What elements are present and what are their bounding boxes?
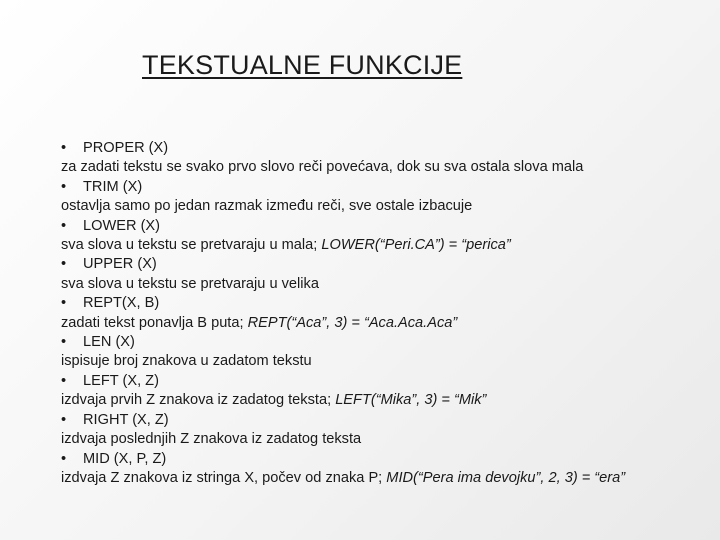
function-name	[61, 450, 681, 469]
function-list	[61, 139, 681, 488]
example-text: LEFT(“Mika”, 3) = “Mik”	[335, 392, 487, 409]
function-name-text: LEFT (X, Z)	[83, 372, 159, 389]
description-text: sva slova u tekstu se pretvaraju u velika	[61, 275, 319, 292]
function-name-text: PROPER (X)	[83, 140, 169, 156]
description-text: zadati tekst ponavlja B puta;	[61, 314, 248, 331]
description-text: ostavlja samo po jedan razmak između reči, sve ostale izbacuje	[61, 198, 473, 215]
function-description	[61, 275, 681, 294]
description-text: izdvaja Z znakova iz stringa X, počev od znaka P;	[61, 469, 387, 486]
bullet-icon: •	[61, 140, 67, 156]
function-description	[61, 430, 681, 449]
function-name-text: RIGHT (X, Z)	[83, 411, 169, 428]
function-name	[61, 294, 681, 313]
function-name	[61, 372, 681, 391]
example-text: MID(“Pera ima devojku”, 2, 3) = “era”	[386, 469, 626, 486]
function-description	[61, 197, 681, 216]
function-description	[61, 236, 681, 255]
function-name	[61, 411, 681, 430]
function-description	[61, 352, 681, 371]
description-text: za zadati tekstu se svako prvo slovo reči povećava, dok su sva ostala slova mala	[61, 159, 584, 176]
bullet-icon: •	[61, 334, 67, 351]
function-name-text: TRIM (X)	[83, 178, 143, 195]
bullet-icon: •	[61, 411, 67, 428]
function-name-text: UPPER (X)	[83, 256, 157, 273]
function-name	[61, 217, 681, 236]
description-text: ispisuje broj znakova u zadatom tekstu	[61, 353, 312, 370]
function-name	[61, 178, 681, 197]
bullet-icon: •	[61, 450, 67, 467]
bullet-icon: •	[61, 295, 67, 312]
function-description	[61, 469, 681, 488]
function-name-text: REPT(X, B)	[83, 295, 160, 312]
function-name	[61, 333, 681, 352]
example-text: REPT(“Aca”, 3) = “Aca.Aca.Aca”	[247, 314, 458, 331]
bullet-icon: •	[61, 217, 67, 234]
function-description	[61, 314, 681, 333]
bullet-icon: •	[61, 256, 67, 273]
slide-title: TEKSTUALNE FUNKCIJE	[142, 50, 463, 80]
function-name-text: MID (X, P, Z)	[83, 450, 167, 467]
description-text: izdvaja poslednjih Z znakova iz zadatog teksta	[61, 431, 362, 448]
function-name	[61, 139, 681, 158]
function-name-text: LEN (X)	[83, 334, 135, 351]
function-description	[61, 391, 681, 410]
function-name-text: LOWER (X)	[83, 217, 161, 234]
description-text: izdvaja prvih Z znakova iz zadatog teksta;	[61, 392, 336, 409]
example-text: LOWER(“Peri.CA”) = “perica”	[321, 237, 511, 254]
function-description	[61, 158, 681, 177]
function-name	[61, 255, 681, 274]
bullet-icon: •	[61, 178, 67, 195]
description-text: sva slova u tekstu se pretvaraju u mala;	[61, 237, 322, 254]
bullet-icon: •	[61, 372, 67, 389]
